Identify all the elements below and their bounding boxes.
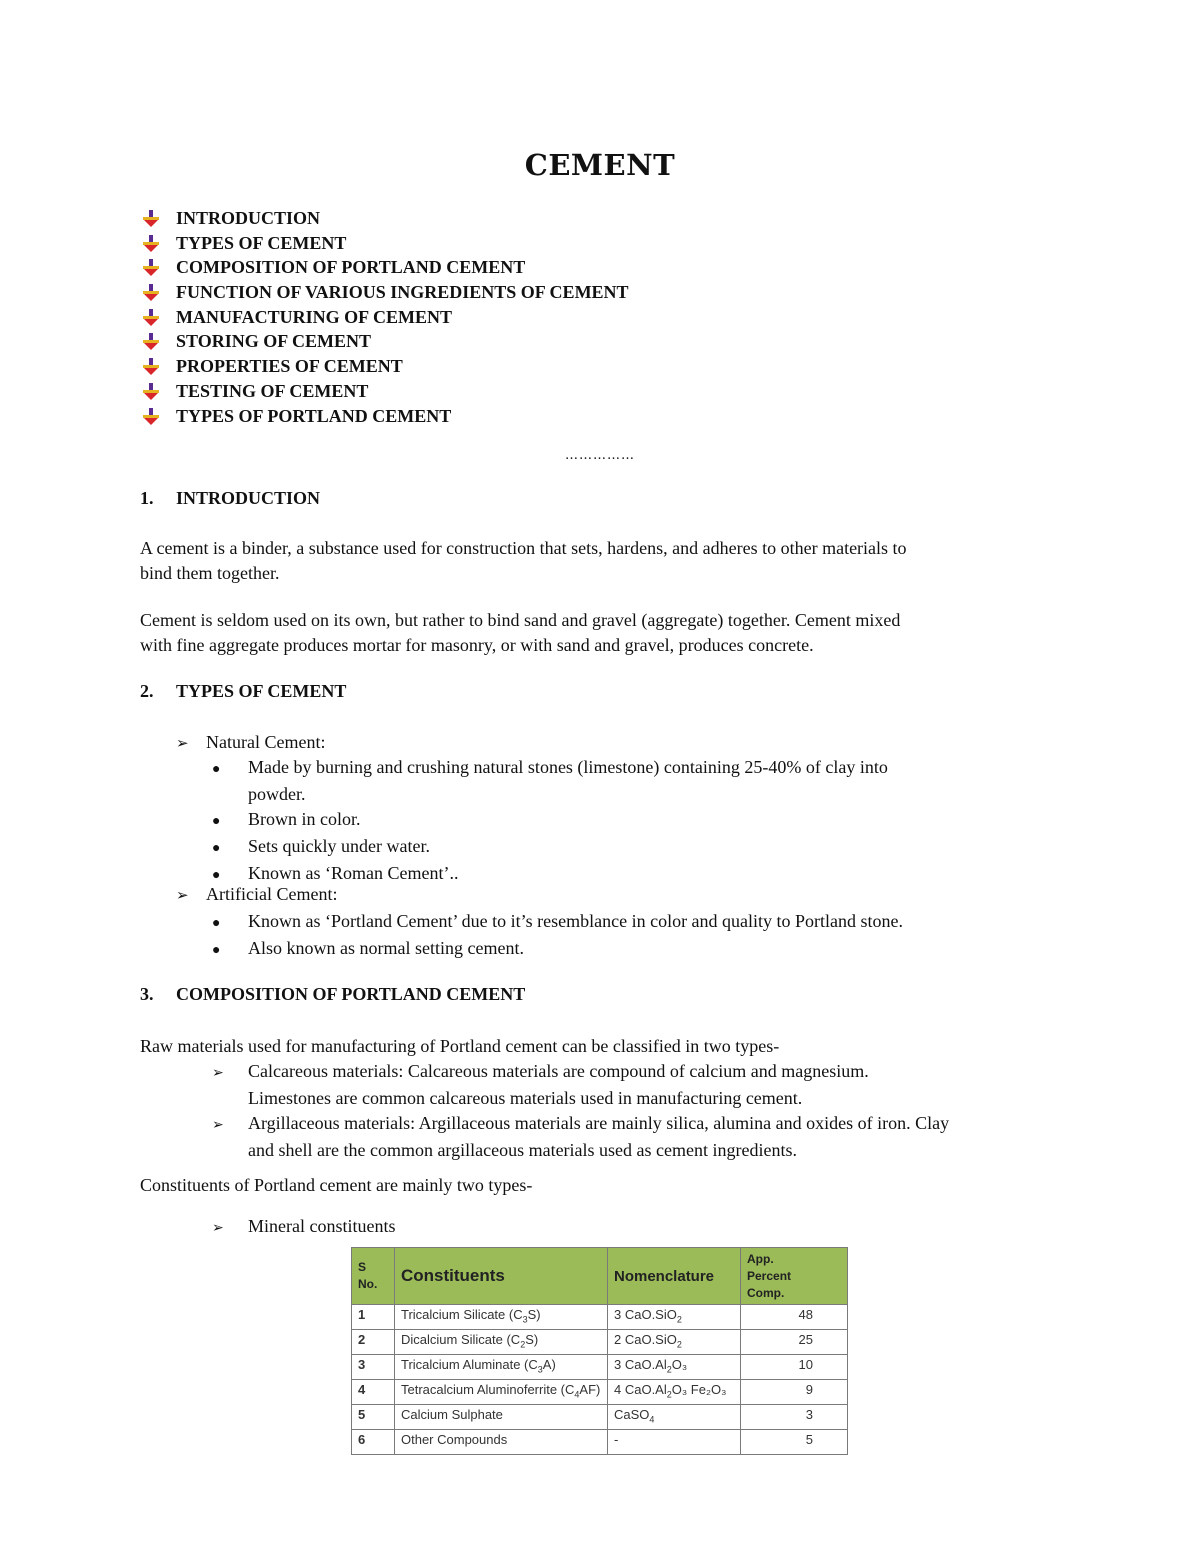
table-row (352, 1430, 848, 1455)
cell-percent: 48 (741, 1305, 848, 1330)
cell-nomenclature: CaSO$_4$ (608, 1405, 741, 1430)
section-title: COMPOSITION OF PORTLAND CEMENT (176, 984, 526, 1004)
arrow-bullet-icon (140, 283, 162, 303)
intro-paragraph-1 (140, 536, 1060, 586)
arrow-bullet-icon (140, 357, 162, 377)
subheading-label: Mineral constituents (248, 1216, 396, 1236)
list-item (212, 936, 1072, 963)
section-heading-composition (140, 984, 525, 1005)
section-heading-types (140, 681, 346, 702)
toc-item (140, 231, 346, 256)
toc-label: TYPES OF CEMENT (176, 233, 347, 253)
list-item-text: Brown in color. (248, 809, 361, 829)
arrow-bullet-icon (140, 308, 162, 328)
cell-nomenclature: 2 CaO.SiO$_2$ (608, 1330, 741, 1355)
toc-item (140, 404, 451, 429)
bullet-icon: ● (212, 943, 221, 958)
arrow-bullet-icon (140, 382, 162, 402)
header-percent: App. Percent Comp. (741, 1248, 848, 1305)
arrow-bullet-icon: ➢ (176, 736, 189, 752)
section-number: 2. (140, 681, 154, 701)
raw-materials-list (212, 1059, 1072, 1163)
cell-sno: 5 (352, 1405, 395, 1430)
table-row (352, 1405, 848, 1430)
artificial-bullet-list (212, 909, 1072, 963)
section-number: 3. (140, 984, 154, 1004)
list-item-text: Known as ‘Portland Cement’ due to it’s resemblance in color and quality to Portland stone. (248, 911, 904, 931)
subheading-label: Natural Cement: (206, 732, 326, 752)
arrow-bullet-icon (140, 407, 162, 427)
page-title: CEMENT (524, 148, 676, 182)
arrow-bullet-icon: ➢ (212, 1221, 224, 1236)
header-nomenclature: Nomenclature (608, 1248, 741, 1305)
intro-paragraph-2 (140, 608, 1060, 658)
section-title: INTRODUCTION (176, 488, 321, 508)
section-heading-introduction (140, 488, 320, 509)
list-item-continued (212, 782, 1032, 807)
bullet-icon: ● (212, 814, 221, 829)
mineral-constituents-table (351, 1247, 848, 1455)
artificial-cement-item (176, 882, 337, 909)
toc-item (140, 255, 525, 280)
bullet-icon: ● (212, 762, 221, 777)
subheading-label: Artificial Cement: (206, 884, 338, 904)
cell-nomenclature: 4 $CaO.Al_2O_3$ Fe₂O₃ (608, 1380, 741, 1405)
cell-sno: 1 (352, 1305, 395, 1330)
list-item-continued (212, 1138, 1072, 1163)
table-row (352, 1355, 848, 1380)
text-line: A cement is a binder, a substance used for construction that sets, hardens, and adheres to other materials to (140, 538, 907, 558)
list-item-text: powder. (248, 784, 306, 804)
text-line: with fine aggregate produces mortar for masonry, or with sand and gravel, produces concrete. (140, 635, 814, 655)
list-item (212, 909, 1072, 936)
cell-nomenclature: - (608, 1430, 741, 1455)
cell-sno: 2 (352, 1330, 395, 1355)
list-item-text: Limestones are common calcareous materials used in manufacturing cement. (248, 1088, 803, 1108)
section-number: 1. (140, 488, 154, 508)
toc-label: COMPOSITION OF PORTLAND CEMENT (176, 257, 526, 277)
cell-constituent: Tetracalcium Aluminoferrite $(C_4AF)$ (395, 1380, 608, 1405)
arrow-bullet-icon (140, 258, 162, 278)
arrow-bullet-icon (140, 332, 162, 352)
cell-nomenclature: 3 CaO.SiO$_2$ (608, 1305, 741, 1330)
raw-materials-intro: Raw materials used for manufacturing of Portland cement can be classified in two types- (140, 1036, 780, 1056)
list-item-text: Calcareous materials: Calcareous materials are compound of calcium and magnesium. (248, 1061, 869, 1081)
table-row (352, 1330, 848, 1355)
toc-label: STORING OF CEMENT (176, 331, 372, 351)
list-item-text: Made by burning and crushing natural stones (limestone) containing 25-40% of clay into (248, 757, 888, 777)
list-item-text: Also known as normal setting cement. (248, 938, 524, 958)
table-row (352, 1380, 848, 1405)
arrow-bullet-icon (140, 209, 162, 229)
list-item (212, 1059, 1072, 1086)
cell-constituent: Dicalcium Silicate $(C_2S)$ (395, 1330, 608, 1355)
header-sno: S No. (352, 1248, 395, 1305)
cell-nomenclature: 3 $CaO.Al_2O_3$ (608, 1355, 741, 1380)
cell-percent: 25 (741, 1330, 848, 1355)
list-item (212, 807, 1032, 834)
cell-percent: 3 (741, 1405, 848, 1430)
bullet-icon: ● (212, 916, 221, 931)
list-item-text: and shell are the common argillaceous materials used as cement ingredients. (248, 1140, 797, 1160)
cell-percent: 9 (741, 1380, 848, 1405)
cell-percent: 5 (741, 1430, 848, 1455)
cell-constituent: Calcium Sulphate (395, 1405, 608, 1430)
bullet-icon: ● (212, 841, 221, 856)
list-item-text: Sets quickly under water. (248, 836, 430, 856)
arrow-bullet-icon: ➢ (176, 888, 189, 904)
cell-sno: 3 (352, 1355, 395, 1380)
cell-sno: 4 (352, 1380, 395, 1405)
table-row (352, 1305, 848, 1330)
cell-constituent: Tricalcium Silicate $(C_3S)$ (395, 1305, 608, 1330)
toc-label: TYPES OF PORTLAND CEMENT (176, 406, 452, 426)
toc-item (140, 354, 403, 379)
toc-item (140, 280, 629, 305)
toc-item (140, 379, 368, 404)
list-item (212, 755, 1032, 782)
text-line: Cement is seldom used on its own, but rather to bind sand and gravel (aggregate) together. Cement mixed (140, 610, 901, 630)
arrow-bullet-icon: ➢ (212, 1118, 224, 1133)
toc-label: INTRODUCTION (176, 208, 321, 228)
cell-sno: 6 (352, 1430, 395, 1455)
constituents-intro: Constituents of Portland cement are mainly two types- (140, 1175, 533, 1195)
header-constituents: Constituents (395, 1248, 608, 1305)
list-item (212, 834, 1032, 861)
list-item (212, 1111, 1072, 1138)
mineral-constituents-item (212, 1214, 395, 1241)
list-item-continued (212, 1086, 1072, 1111)
list-item-text: Argillaceous materials: Argillaceous materials are mainly silica, alumina and oxides of iron. Clay (248, 1113, 950, 1133)
toc-label: FUNCTION OF VARIOUS INGREDIENTS OF CEMENT (176, 282, 629, 302)
section-title: TYPES OF CEMENT (176, 681, 347, 701)
list-item-text: Known as ‘Roman Cement’.. (248, 863, 459, 883)
toc-label: PROPERTIES OF CEMENT (176, 356, 403, 376)
natural-cement-item (176, 730, 325, 757)
bullet-icon: ● (212, 868, 221, 883)
arrow-bullet-icon: ➢ (212, 1066, 224, 1081)
cell-constituent: Tricalcium Aluminate $(C_3A)$ (395, 1355, 608, 1380)
table-header-row (352, 1248, 848, 1305)
toc-item (140, 329, 371, 354)
divider: …………… (565, 448, 635, 463)
toc-item (140, 206, 320, 231)
cell-constituent: Other Compounds (395, 1430, 608, 1455)
text-line: bind them together. (140, 563, 280, 583)
toc-label: TESTING OF CEMENT (176, 381, 369, 401)
cell-percent: 10 (741, 1355, 848, 1380)
toc-label: MANUFACTURING OF CEMENT (176, 307, 452, 327)
natural-bullet-list (212, 755, 1032, 888)
toc-item (140, 305, 452, 330)
arrow-bullet-icon (140, 234, 162, 254)
